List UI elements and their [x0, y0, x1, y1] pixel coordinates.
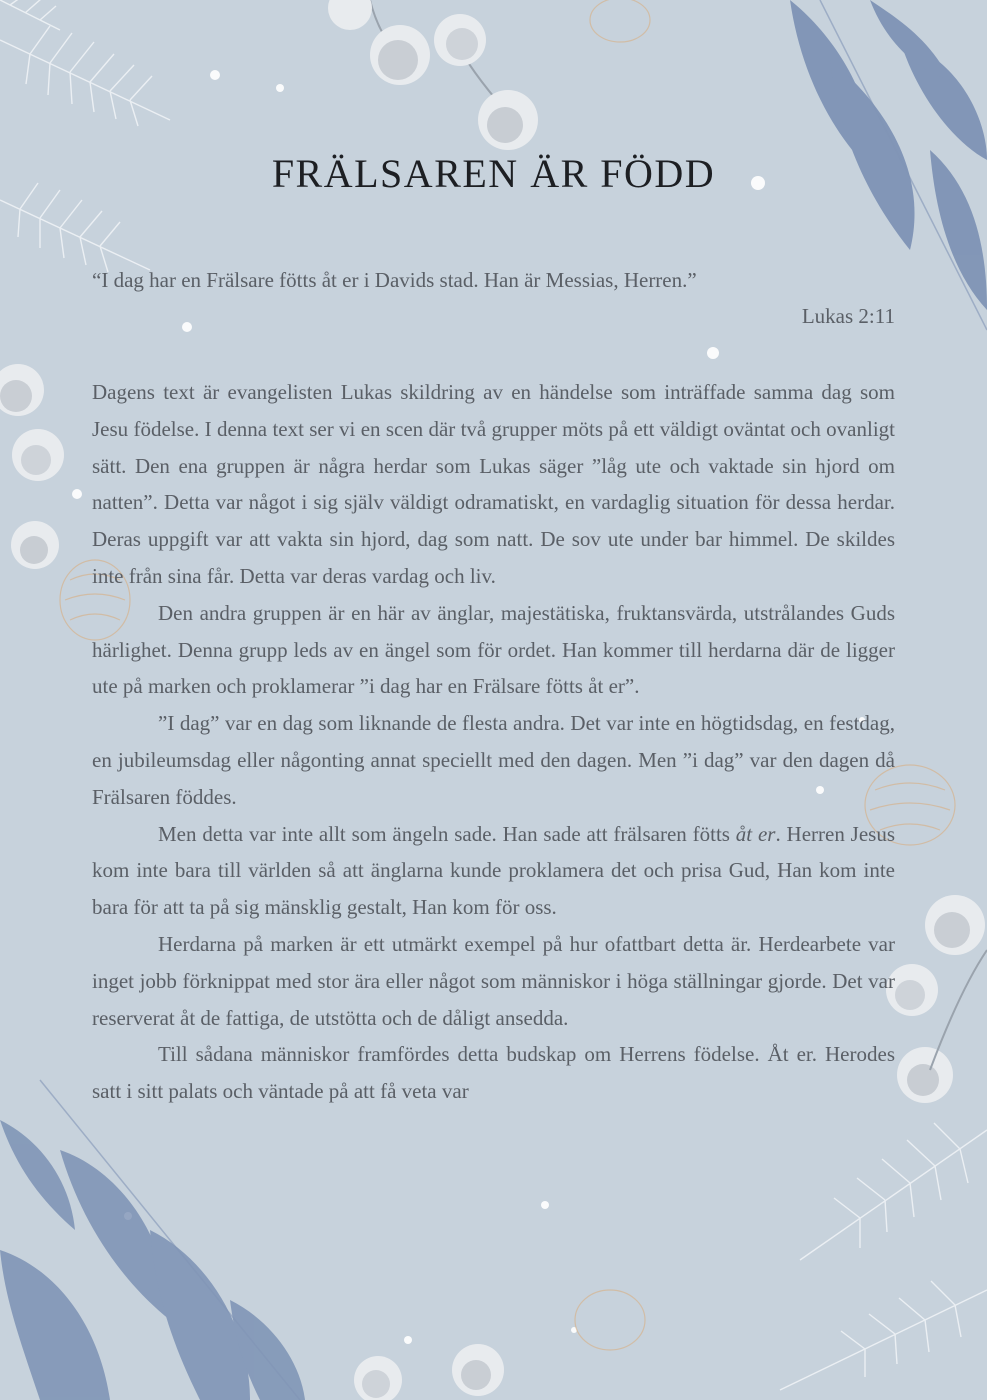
emphasis: åt er	[735, 821, 776, 846]
paragraph	[92, 816, 895, 926]
page-title: FRÄLSAREN ÄR FÖDD	[271, 151, 716, 196]
blue-leaf-icon	[0, 1120, 305, 1400]
paragraph: Till sådana människor framfördes detta budskap om Herrens födelse. Åt er. Herodes satt i sitt palats och väntade på att få veta var	[92, 1042, 895, 1104]
paragraph: Herdarna på marken är ett utmärkt exempel på hur ofattbart detta är. Herdearbete var inget jobb förknippat med stor ära eller något som människor i höga ställningar gjorde. Det var reserverat åt de fattiga, de utstötta och de dåligt ansedda.	[92, 931, 895, 1030]
body-text	[92, 374, 895, 1110]
verse-reference: Lukas 2:11	[801, 304, 895, 328]
paragraph: ”I dag” var en dag som liknande de flesta andra. Det var inte en högtidsdag, en festdag, en jubileumsdag eller någonting annat speciellt med den dagen. Men ”i dag” var den dagen då Frälsaren föddes.	[92, 711, 895, 809]
bible-verse	[92, 262, 895, 334]
paragraph-text: Men detta var inte allt som ängeln sade. Han sade att frälsaren fötts	[158, 821, 736, 846]
verse-quote: “I dag har en Frälsare fötts åt er i Davids stad. Han är Messias, Herren.”	[92, 268, 697, 292]
paragraph: Dagens text är evangelisten Lukas skildring av en händelse som inträffade samma dag som Jesu födelse. I denna text ser vi en scen där två grupper möts på ett väldigt oväntat och ovanligt sätt. Den ena gruppen är några herdar som Lukas säger ”låg ute och vaktade sin hjord om natten”. Detta var något i sig själv väldigt odramatiskt, en vardaglig situation för dessa herdar. Deras uppgift var att vakta sin hjord, dag som natt. De sov ute under bar himmel. De skildes inte från sina får. Detta var deras vardag och liv.	[92, 380, 895, 588]
paragraph: Den andra gruppen är en här av änglar, majestätiska, fruktansvärda, utstrålandes Guds härlighet. Denna grupp leds av en ängel som för ordet. Han kommer till herdarna där de ligger ute på marken och proklamerar ”i dag har en Frälsare fötts åt er”.	[92, 600, 895, 699]
paragraph-text: . Herren Jesus kom inte bara till världen så att änglarna kunde proklamera det och prisa Gud, Han kom inte bara för att ta på sig mänsklig gestalt, Han kom för oss.	[92, 821, 895, 920]
